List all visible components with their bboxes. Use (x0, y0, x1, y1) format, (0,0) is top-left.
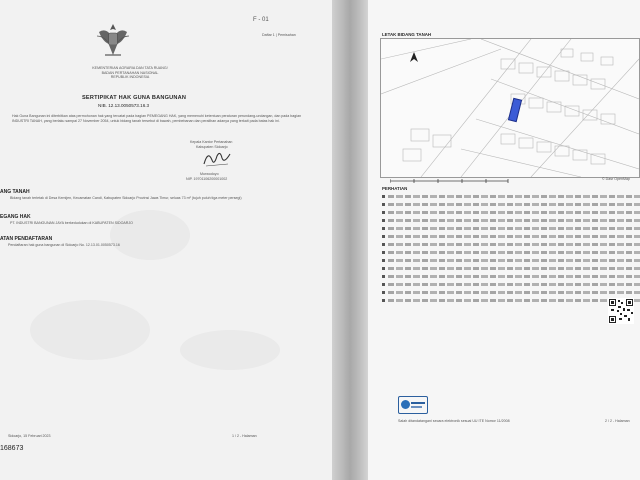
appendix-label: Daftar 1 | Pemisahan (262, 33, 296, 37)
scan-gutter (332, 0, 368, 480)
signer-title-line: Kabupaten Sidoarjo (196, 144, 228, 149)
note-item (382, 202, 640, 206)
scan-smudge (110, 210, 190, 260)
scale-bar-icon (390, 178, 510, 184)
garuda-emblem-icon (95, 22, 131, 60)
note-item (382, 242, 640, 246)
note-item (382, 234, 640, 238)
note-item (382, 226, 640, 230)
page-footer-left: Sidoarjo, 15 Februari 2023 (8, 434, 51, 438)
certificate-number: NIB. 12.13.0050573.16.3 (98, 103, 150, 108)
note-item (382, 274, 640, 278)
corner-mark: F - 01 (253, 17, 269, 23)
gov-header-line: REPUBLIK INDONESIA (110, 75, 150, 80)
map-attribution: © Dasr OpenMap (602, 177, 631, 181)
parcel-map (380, 38, 640, 178)
note-item (382, 210, 640, 214)
signer-nip: NIP. 19701106200001002 (186, 176, 228, 181)
scan-smudge (30, 300, 150, 360)
signer-block (186, 172, 227, 181)
signer-name: Murwodoyo (200, 172, 219, 176)
note-item (382, 194, 640, 198)
section-holder-heading: EGANG HAK (0, 214, 31, 220)
qr-code-icon (608, 298, 634, 324)
signer-title-line: Kepala Kantor Pertanahan (190, 140, 233, 144)
notes-heading: PERHATIAN (382, 186, 408, 191)
map-heading: LETAK BIDANG TANAH (382, 32, 432, 37)
certificate-page-2 (368, 0, 640, 480)
section-land-heading: ANG TANAH (0, 189, 30, 195)
certificate-title: SERTIPIKAT HAK GUNA BANGUNAN (82, 95, 187, 101)
parcel-highlight (508, 98, 521, 121)
note-item (382, 290, 640, 294)
scan-smudge (180, 330, 280, 370)
certificate-body-text: Hak Guna Bangunan ini diterbitkan atas permohonan hak yang tercatat pada bagian PEMEGANG HAK, yang memenuhi ketentuan peraturan perundang-undangan, dan pada bagian INDUSTRI TANAH, yang berlaku sampai 27 November 2054, untuk bidang tanah tersebut di bawah, pembebanan dan peralihan adanya yang terkait pada batas hak ini. (12, 114, 302, 123)
page-footer-left: Salah ditandatangani secara elektronik sesuai UU ITE Nomor 11/2008 (398, 419, 510, 423)
registration-description: Pendaftaran hak guna bangunan di Sidoarjo No. 12.13.01.0050573.16 (8, 243, 120, 247)
land-description: Bidang tanah terletak di Desa Kemijen, Kecamatan Candi, Kabupaten Sidoarjo Provinsi Jawa Timur, seluas 73 m² (tujuh puluh tiga meter persegi) (10, 196, 242, 200)
holder-description: PT. INDUSTRI BANGUNAN JAYA berkedudukan di KABUPATEN SIDOARJO (10, 221, 133, 225)
section-registration-heading: ATAN PENDAFTARAN (0, 236, 53, 242)
government-header (70, 66, 190, 80)
notes-list (382, 194, 640, 306)
note-item (382, 218, 640, 222)
note-item (382, 266, 640, 270)
agency-logo-icon (398, 396, 428, 414)
document-serial-number: 168673 (0, 445, 24, 452)
note-item (382, 250, 640, 254)
note-item (382, 258, 640, 262)
gov-header-line: BADAN PERTANAHAN NASIONAL (101, 70, 159, 75)
signature-icon (200, 148, 234, 170)
page-footer-right: 1 / 2 - Halaman (232, 434, 257, 438)
note-item (382, 282, 640, 286)
note-item (382, 298, 640, 302)
gov-header-line: KEMENTERIAN AGRARIA DAN TATA RUANG/ (92, 66, 168, 70)
page-footer-right: 2 / 2 - Halaman (605, 419, 630, 423)
north-arrow-icon (410, 52, 418, 62)
parcel-map-drawing (381, 39, 639, 177)
